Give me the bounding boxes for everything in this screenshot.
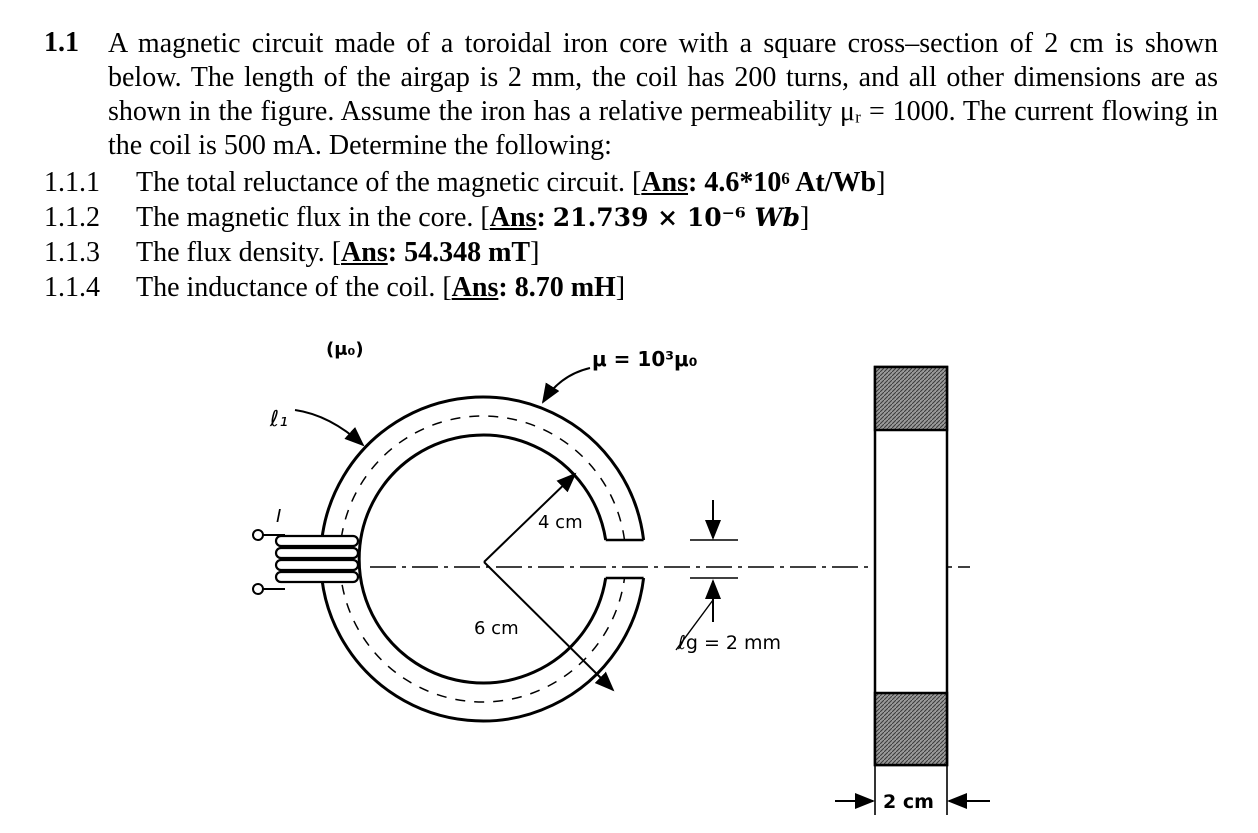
answer-close: ] xyxy=(615,272,626,303)
subquestion-number: 1.1.2 xyxy=(44,202,100,233)
cross-section-view xyxy=(875,367,947,765)
mu-leader xyxy=(543,368,590,402)
answer-unit: Wb xyxy=(754,203,801,232)
subquestion-number: 1.1.4 xyxy=(44,272,100,303)
subquestion-3: 1.1.3 The flux density. [Ans: 54.348 mT] xyxy=(44,237,540,268)
answer-close: ] xyxy=(530,237,540,268)
inner-radius-label: 4 cm xyxy=(538,512,583,533)
mu0-label: (μ₀) xyxy=(326,339,364,360)
question-number: 1.1 xyxy=(44,27,79,58)
outer-radius-label: 6 cm xyxy=(474,618,519,639)
answer-close: ] xyxy=(876,167,886,198)
subquestion-text: The magnetic flux in the core. [ xyxy=(136,202,490,233)
subquestion-1: 1.1.1 The total reluctance of the magnetic circuit. [Ans: 4.6*10⁶ At/Wb] xyxy=(44,167,886,198)
subquestion-number: 1.1.1 xyxy=(44,167,100,198)
answer-value: 21.739 × 10⁻⁶ xyxy=(552,203,755,232)
width-label: 2 cm xyxy=(883,791,934,813)
answer-label: Ans xyxy=(641,167,689,198)
answer-label: Ans xyxy=(451,272,499,303)
subquestion-text: The flux density. [ xyxy=(136,237,342,268)
current-label: I xyxy=(276,506,282,527)
subquestion-4: 1.1.4 The inductance of the coil. [Ans: 8.70 mH] xyxy=(44,272,626,303)
answer-label: Ans xyxy=(341,237,388,268)
gap-label: ℓg = 2 mm xyxy=(678,632,782,654)
answer-label: Ans xyxy=(489,202,537,233)
subquestion-number: 1.1.3 xyxy=(44,237,100,268)
subquestion-2: 1.1.2 The magnetic flux in the core. [Ans: 21.739 × 10⁻⁶ Wb] xyxy=(44,202,810,233)
answer-close: ] xyxy=(800,202,810,233)
question-text: A magnetic circuit made of a toroidal iron core with a square cross–section of 2 cm is shown below. The length of the airgap is 2 mm, the coil has 200 turns, and all other dimensions are as shown in the figure. Assume the iron has a relative permeability μᵣ = 1000. The current flowing in the coil is 500 mA. Determine the following: xyxy=(108,28,1218,161)
subquestion-text: The inductance of the coil. [ xyxy=(136,272,452,303)
gap-dimension xyxy=(676,500,738,650)
coil-winding xyxy=(276,536,358,582)
l1-label: ℓ₁ xyxy=(270,407,288,432)
mu-label: μ = 10³μ₀ xyxy=(592,347,698,371)
l1-leader xyxy=(295,410,363,445)
subquestion-text: The total reluctance of the magnetic circuit. [ xyxy=(136,167,642,198)
answer-value: 4.6*10⁶ At/Wb xyxy=(704,167,877,198)
answer-value: 8.70 mH xyxy=(514,272,616,303)
answer-value: 54.348 mT xyxy=(404,237,531,268)
